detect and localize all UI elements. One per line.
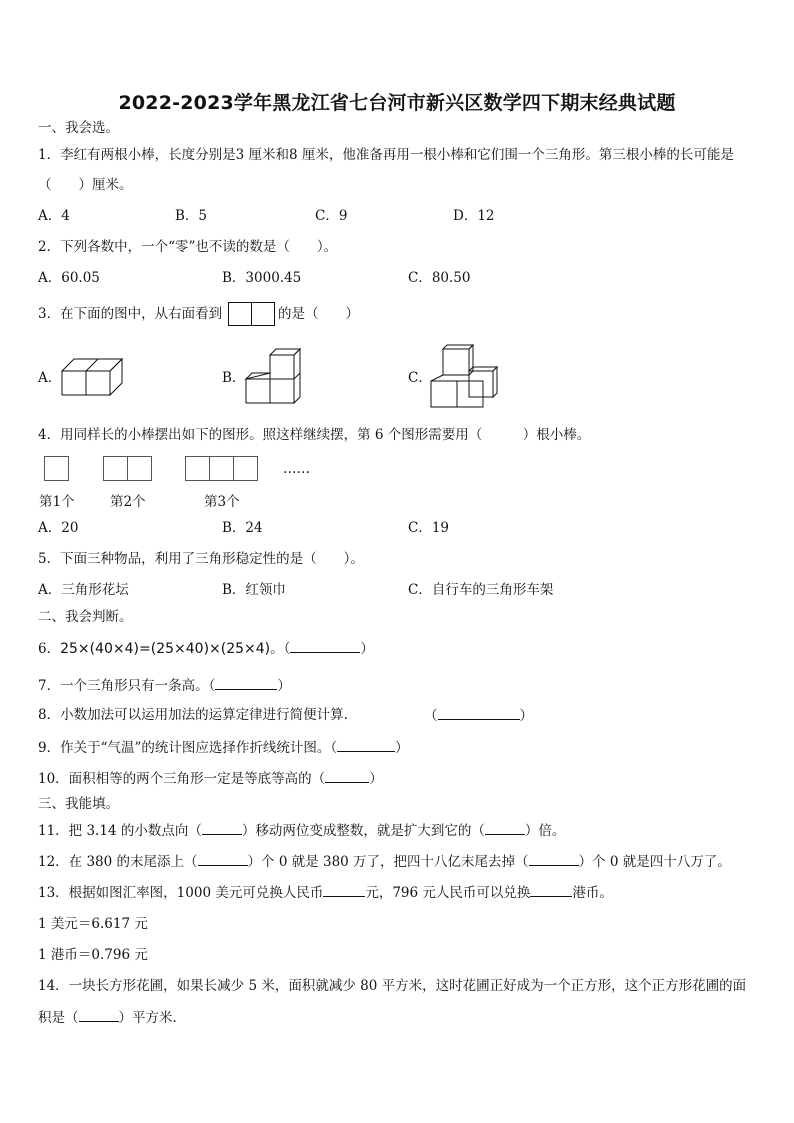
q12-part-b: ）个 0 就是 380 万了，把四十八亿末尾去掉（ xyxy=(247,854,529,870)
q12-line xyxy=(38,852,731,871)
q10-answer-blank[interactable] xyxy=(325,769,369,783)
q3-text-post: 的是（ ） xyxy=(278,306,359,322)
q14-line2 xyxy=(38,1008,177,1027)
q4-caption-1: 第1个 xyxy=(39,494,75,510)
q9-close: ） xyxy=(395,740,409,756)
q2-option-b[interactable]: B．3000.45 xyxy=(222,270,302,286)
q4-caption-3: 第3个 xyxy=(204,494,240,510)
q12-part-a: 12．在 380 的末尾添上（ xyxy=(38,854,198,870)
q8-open: （ xyxy=(424,708,438,724)
q10-line xyxy=(38,769,383,788)
q4-ellipsis: …… xyxy=(283,461,310,477)
q11-blank-1[interactable] xyxy=(202,821,242,835)
q13-blank-1[interactable] xyxy=(323,883,365,897)
q6-line xyxy=(38,639,374,658)
q3-option-c-label[interactable]: C． xyxy=(408,370,432,386)
q12-blank-1[interactable] xyxy=(198,852,248,866)
q4-caption-2: 第2个 xyxy=(110,494,146,510)
q6-answer-blank[interactable] xyxy=(290,639,360,653)
q8-text: 8．小数加法可以运用加法的运算定律进行简便计算. xyxy=(38,707,348,723)
q5-option-a[interactable]: A．三角形花坛 xyxy=(38,582,129,598)
q5-text: 5．下面三种物品，利用了三角形稳定性的是（ ）。 xyxy=(38,551,364,567)
q10-text: 10．面积相等的两个三角形一定是等底等高的（ xyxy=(38,771,326,787)
q6-tail: 。（ xyxy=(270,641,291,657)
q14-line1: 14．一块长方形花圃，如果长减少 5 米，面积就减少 80 平方米，这时花圃正好成为一个正方形，这个正方形花圃的面 xyxy=(38,978,747,994)
q4-text: 4．用同样长的小棒摆出如下的图形。照这样继续摆，第 6 个图形需要用（ ）根小棒。 xyxy=(38,427,591,443)
q13-rate-hkd: 1 港币＝0.796 元 xyxy=(38,947,148,963)
q1-line1: 1．李红有两根小棒，长度分别是3 厘米和8 厘米，他准备再用一根小棒和它们围一个三角形。第三根小棒的长可能是 xyxy=(38,147,734,163)
q13-part-b: 元，796 元人民币可以兑换 xyxy=(365,885,531,901)
q14-answer-blank[interactable] xyxy=(79,1008,119,1022)
section-heading-1: 一、我会选。 xyxy=(38,120,119,136)
q2-option-c[interactable]: C．80.50 xyxy=(408,270,471,286)
q6-expression: 25×(40×4)=(25×40)×(25×4) xyxy=(60,641,271,657)
q8-close: ） xyxy=(519,708,533,724)
q5-option-b[interactable]: B．红领巾 xyxy=(222,582,286,598)
q12-blank-2[interactable] xyxy=(529,852,579,866)
q3-option-b-label[interactable]: B． xyxy=(222,370,246,386)
q11-part-a: 11．把 3.14 的小数点向（ xyxy=(38,823,202,839)
q3-option-a-cubes xyxy=(60,356,130,401)
q11-blank-2[interactable] xyxy=(485,821,525,835)
q14-part-a: 积是（ xyxy=(38,1010,79,1026)
q3-option-c-cubes xyxy=(429,343,499,413)
q11-line xyxy=(38,821,565,840)
q1-option-c[interactable]: C．9 xyxy=(315,208,348,224)
q11-part-c: ）倍。 xyxy=(524,823,566,839)
q7-line xyxy=(38,676,291,695)
q13-part-c: 港币。 xyxy=(572,885,613,901)
q4-option-b[interactable]: B．24 xyxy=(222,520,263,536)
q14-part-b: ）平方米. xyxy=(118,1010,177,1026)
section-heading-2: 二、我会判断。 xyxy=(38,609,133,625)
q1-option-d[interactable]: D．12 xyxy=(453,208,495,224)
q9-answer-blank[interactable] xyxy=(337,738,395,752)
q6-number: 6． xyxy=(38,641,61,657)
q7-close: ） xyxy=(277,678,291,694)
q9-text: 9．作关于“气温”的统计图应选择作折线统计图。（ xyxy=(38,740,338,756)
section-heading-3: 三、我能填。 xyxy=(38,796,119,812)
q3-side-view-figure xyxy=(228,302,278,328)
q12-part-c: ）个 0 就是四十八万了。 xyxy=(578,854,731,870)
q1-option-a[interactable]: A．4 xyxy=(38,208,70,224)
q7-answer-blank[interactable] xyxy=(215,676,277,690)
q8-answer xyxy=(424,706,533,725)
q1-option-b[interactable]: B．5 xyxy=(175,208,208,224)
q4-option-c[interactable]: C．19 xyxy=(408,520,450,536)
q6-close: ） xyxy=(360,641,374,657)
q10-close: ） xyxy=(369,771,383,787)
q13-part-a: 13．根据如图汇率图，1000 美元可兑换人民币 xyxy=(38,885,324,901)
q13-line xyxy=(38,883,613,902)
q1-line2: （ ）厘米。 xyxy=(38,177,133,193)
page-title: 2022-2023学年黑龙江省七台河市新兴区数学四下期末经典试题 xyxy=(118,92,676,114)
q3-option-b-cubes xyxy=(244,346,306,408)
q3-text-pre: 3．在下面的图中，从右面看到 xyxy=(38,306,223,322)
q13-blank-2[interactable] xyxy=(530,883,572,897)
q7-text: 7．一个三角形只有一条高。（ xyxy=(38,678,216,694)
q4-option-a[interactable]: A．20 xyxy=(38,520,79,536)
q4-stick-figures xyxy=(44,456,284,484)
q13-rate-usd: 1 美元＝6.617 元 xyxy=(38,916,148,932)
q2-text: 2．下列各数中，一个“零”也不读的数是（ ）。 xyxy=(38,239,338,255)
q5-option-c[interactable]: C．自行车的三角形车架 xyxy=(408,582,554,598)
q2-option-a[interactable]: A．60.05 xyxy=(38,270,100,286)
q11-part-b: ）移动两位变成整数，就是扩大到它的（ xyxy=(241,823,485,839)
q3-option-a-label[interactable]: A． xyxy=(38,370,62,386)
q8-answer-blank[interactable] xyxy=(438,706,520,720)
q9-line xyxy=(38,738,409,757)
